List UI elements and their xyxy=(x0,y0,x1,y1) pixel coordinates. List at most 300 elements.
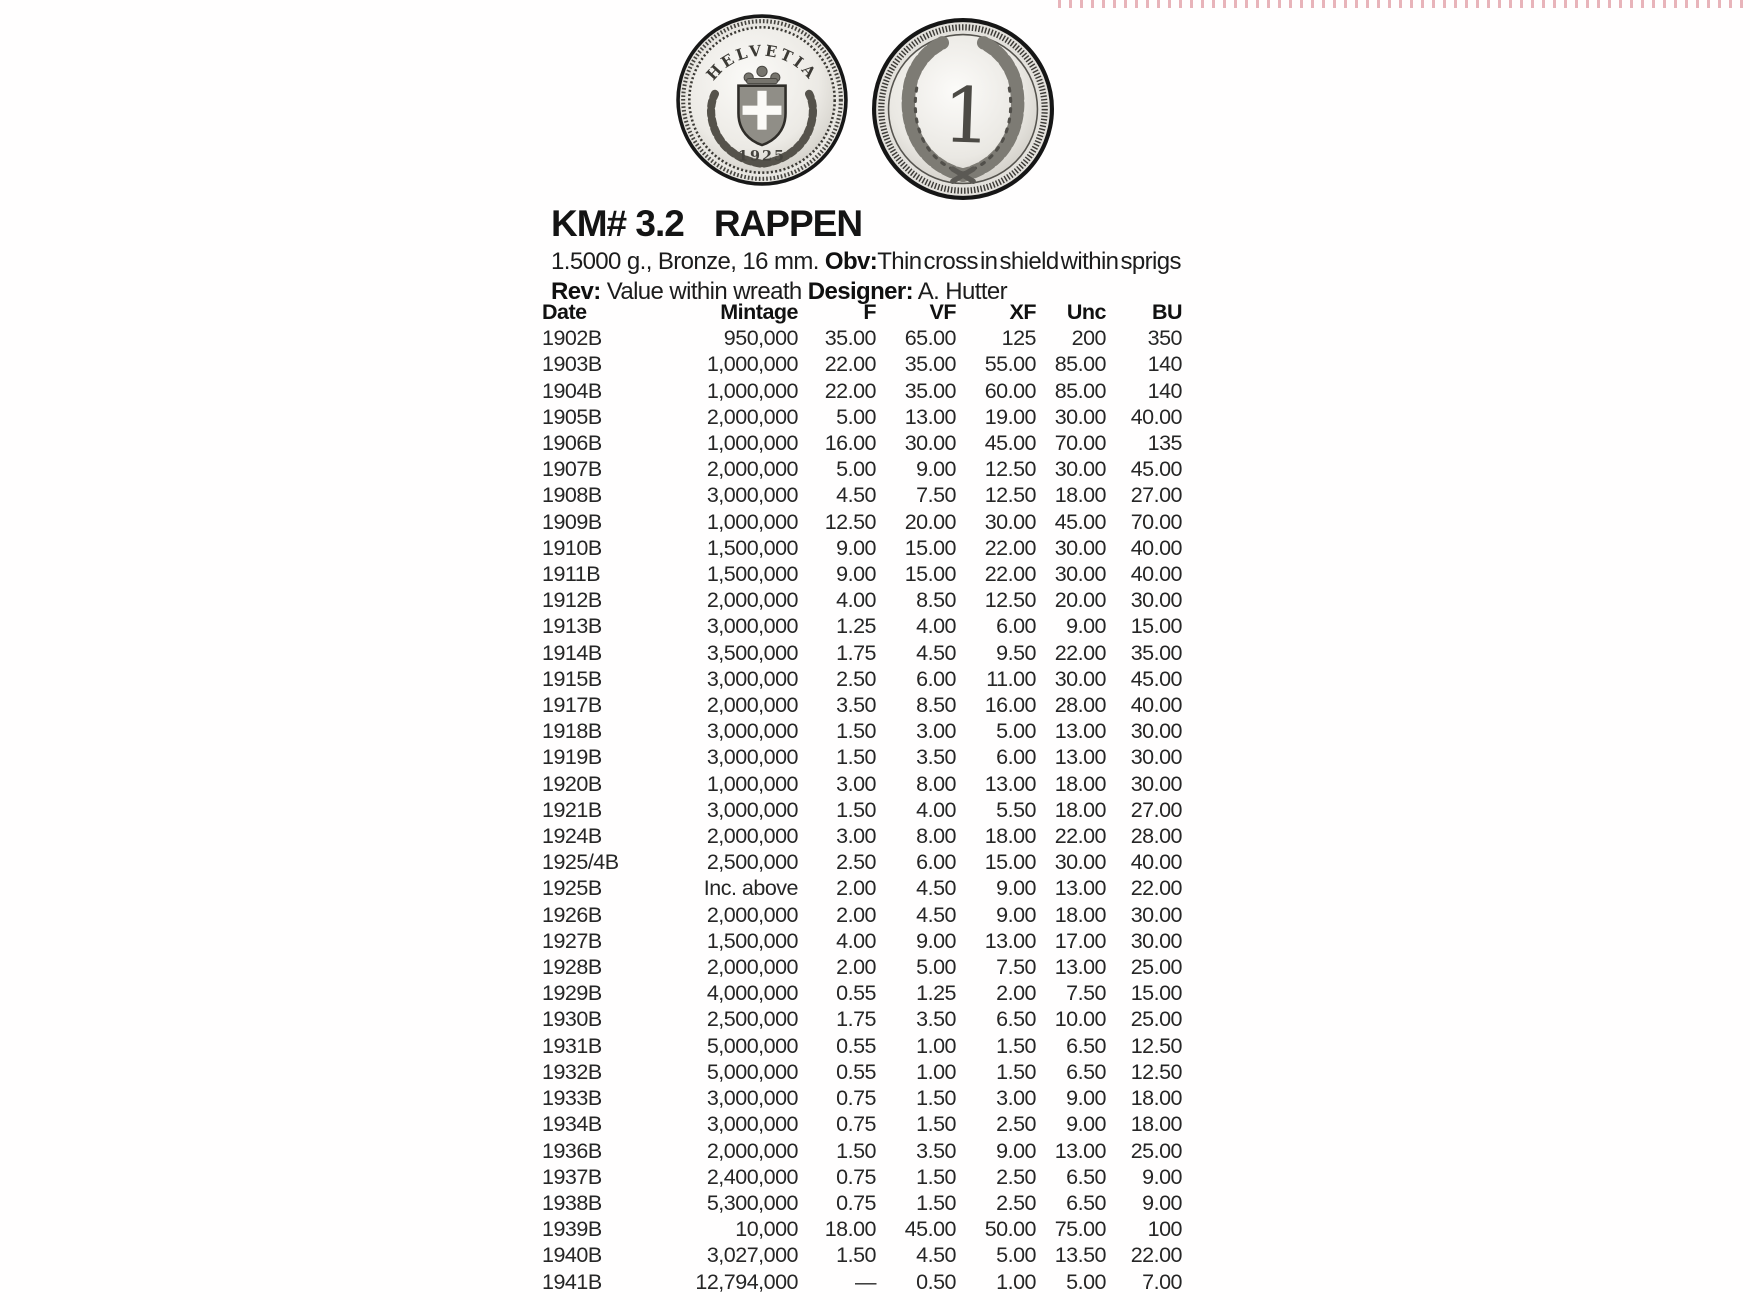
cell-bu: 40.00 xyxy=(1130,850,1182,875)
cell-unc: 75.00 xyxy=(1054,1217,1106,1242)
cell-date: 1933B xyxy=(542,1086,602,1111)
cell-unc: 200 xyxy=(1071,326,1106,351)
cell-bu: 140 xyxy=(1147,352,1182,377)
cell-unc: 6.50 xyxy=(1066,1164,1106,1189)
cell-date: 1902B xyxy=(542,326,602,351)
cell-xf: 2.50 xyxy=(996,1112,1036,1137)
cell-mintage: 5,000,000 xyxy=(706,1059,798,1084)
cell-f: 0.55 xyxy=(836,981,876,1006)
cell-f: 0.75 xyxy=(836,1164,876,1189)
cell-date: 1910B xyxy=(542,535,602,560)
cell-date: 1929B xyxy=(542,981,602,1006)
cell-xf: 12.50 xyxy=(984,457,1036,482)
spec-text: 1.5000 g., Bronze, 16 mm. xyxy=(551,248,819,275)
cell-xf: 1.00 xyxy=(996,1269,1036,1294)
cell-unc: 30.00 xyxy=(1054,850,1106,875)
cell-vf: 6.00 xyxy=(916,666,956,691)
column-header-bu: BU xyxy=(1151,300,1182,324)
reverse-label: Rev: xyxy=(551,278,601,305)
cell-bu: 25.00 xyxy=(1130,1138,1182,1163)
cell-date: 1940B xyxy=(542,1243,602,1268)
cell-mintage: 1,000,000 xyxy=(706,509,798,534)
cell-bu: 40.00 xyxy=(1130,535,1182,560)
cell-bu: 25.00 xyxy=(1130,955,1182,980)
cell-mintage: 3,000,000 xyxy=(706,719,798,744)
cell-f: 1.25 xyxy=(836,614,876,639)
cell-date: 1914B xyxy=(542,640,602,665)
header-row xyxy=(542,299,1182,325)
cell-f: 5.00 xyxy=(836,457,876,482)
table-row xyxy=(542,1138,1182,1164)
coin-reverse-value: 1 xyxy=(941,71,994,162)
cell-bu: 22.00 xyxy=(1130,876,1182,901)
column-header-xf: XF xyxy=(1009,300,1036,324)
description-line-1 xyxy=(551,247,1196,277)
cell-bu: 22.00 xyxy=(1130,1243,1182,1268)
cell-unc: 10.00 xyxy=(1054,1007,1106,1032)
cell-vf: 35.00 xyxy=(904,378,956,403)
table-row xyxy=(542,1190,1182,1216)
cell-mintage: 1,000,000 xyxy=(706,378,798,403)
cell-date: 1917B xyxy=(542,693,602,718)
table-row xyxy=(542,1216,1182,1242)
price-table xyxy=(542,299,1182,1295)
cell-xf: 50.00 xyxy=(984,1217,1036,1242)
cell-xf: 15.00 xyxy=(984,850,1036,875)
cell-vf: 3.00 xyxy=(916,719,956,744)
cell-f: 0.55 xyxy=(836,1059,876,1084)
cell-xf: 60.00 xyxy=(984,378,1036,403)
cell-xf: 6.00 xyxy=(996,745,1036,770)
cell-xf: 22.00 xyxy=(984,562,1036,587)
cell-date: 1932B xyxy=(542,1059,602,1084)
table-row xyxy=(542,823,1182,849)
cell-bu: 7.00 xyxy=(1142,1269,1182,1294)
cell-bu: 350 xyxy=(1147,326,1182,351)
cell-bu: 35.00 xyxy=(1130,640,1182,665)
cell-xf: 1.50 xyxy=(996,1033,1036,1058)
cell-mintage: 2,000,000 xyxy=(706,824,798,849)
table-row xyxy=(542,718,1182,744)
cell-vf: 30.00 xyxy=(904,431,956,456)
table-row xyxy=(542,1242,1182,1268)
cell-mintage: 3,000,000 xyxy=(706,745,798,770)
cell-xf: 16.00 xyxy=(984,693,1036,718)
cell-f: 0.75 xyxy=(836,1112,876,1137)
cell-vf: 4.50 xyxy=(916,876,956,901)
table-row xyxy=(542,1111,1182,1137)
cell-date: 1941B xyxy=(542,1269,602,1294)
cell-xf: 18.00 xyxy=(984,824,1036,849)
table-row xyxy=(542,692,1182,718)
table-row xyxy=(542,875,1182,901)
cell-mintage: 2,000,000 xyxy=(706,902,798,927)
cell-mintage: 2,000,000 xyxy=(706,955,798,980)
cell-vf: 1.50 xyxy=(916,1086,956,1111)
table-row xyxy=(542,928,1182,954)
cell-xf: 11.00 xyxy=(986,666,1036,691)
cell-vf: 15.00 xyxy=(904,562,956,587)
cell-f: 0.55 xyxy=(836,1033,876,1058)
cell-vf: 3.50 xyxy=(916,1007,956,1032)
cell-mintage: 1,000,000 xyxy=(706,431,798,456)
cell-date: 1937B xyxy=(542,1164,602,1189)
cell-xf: 12.50 xyxy=(984,483,1036,508)
cell-xf: 9.00 xyxy=(996,1138,1036,1163)
cell-unc: 30.00 xyxy=(1054,562,1106,587)
cell-f: 3.00 xyxy=(836,824,876,849)
cell-mintage: 2,000,000 xyxy=(706,588,798,613)
cell-xf: 30.00 xyxy=(984,509,1036,534)
cell-bu: 30.00 xyxy=(1130,588,1182,613)
cell-xf: 13.00 xyxy=(984,928,1036,953)
cell-unc: 6.50 xyxy=(1066,1190,1106,1215)
cell-bu: 27.00 xyxy=(1130,483,1182,508)
cell-date: 1908B xyxy=(542,483,602,508)
cell-mintage: 5,300,000 xyxy=(706,1190,798,1215)
cell-vf: 1.25 xyxy=(916,981,956,1006)
cell-mintage: Inc. above xyxy=(703,876,798,901)
cell-f: 2.50 xyxy=(836,666,876,691)
cell-date: 1903B xyxy=(542,352,602,377)
cell-vf: 4.50 xyxy=(916,640,956,665)
cell-mintage: 3,000,000 xyxy=(706,797,798,822)
cell-unc: 9.00 xyxy=(1066,1112,1106,1137)
cell-xf: 6.50 xyxy=(996,1007,1036,1032)
cell-bu: 45.00 xyxy=(1130,666,1182,691)
cell-unc: 17.00 xyxy=(1054,928,1106,953)
cell-unc: 30.00 xyxy=(1054,457,1106,482)
cell-xf: 3.00 xyxy=(996,1086,1036,1111)
column-header-vf: VF xyxy=(929,300,956,324)
cell-unc: 13.50 xyxy=(1054,1243,1106,1268)
table-row xyxy=(542,430,1182,456)
cell-date: 1921B xyxy=(542,797,602,822)
obverse-text: Thin cross in shield within sprigs xyxy=(877,248,1181,275)
cell-unc: 7.50 xyxy=(1066,981,1106,1006)
cell-vf: 0.50 xyxy=(916,1269,956,1294)
table-row xyxy=(542,640,1182,666)
cell-vf: 3.50 xyxy=(916,745,956,770)
cell-f: 1.50 xyxy=(836,1243,876,1268)
table-row xyxy=(542,744,1182,770)
column-header-f: F xyxy=(863,300,876,324)
cell-bu: 30.00 xyxy=(1130,745,1182,770)
cell-vf: 5.00 xyxy=(916,955,956,980)
cell-mintage: 2,500,000 xyxy=(706,850,798,875)
cell-mintage: 3,000,000 xyxy=(706,666,798,691)
cell-f: 1.50 xyxy=(836,719,876,744)
cell-unc: 22.00 xyxy=(1054,824,1106,849)
cell-unc: 9.00 xyxy=(1066,1086,1106,1111)
cell-xf: 9.50 xyxy=(996,640,1036,665)
cell-date: 1925/4B xyxy=(542,850,619,875)
cell-f: 2.00 xyxy=(836,876,876,901)
cell-f: 9.00 xyxy=(836,535,876,560)
cell-date: 1925B xyxy=(542,876,602,901)
cell-date: 1926B xyxy=(542,902,602,927)
cell-bu: 40.00 xyxy=(1130,562,1182,587)
cell-mintage: 2,400,000 xyxy=(706,1164,798,1189)
table-row xyxy=(542,325,1182,351)
cell-xf: 55.00 xyxy=(984,352,1036,377)
cell-xf: 2.00 xyxy=(996,981,1036,1006)
cell-unc: 70.00 xyxy=(1054,431,1106,456)
cell-vf: 35.00 xyxy=(904,352,956,377)
coin-description xyxy=(551,247,1196,307)
table-row xyxy=(542,849,1182,875)
coin-name: RAPPEN xyxy=(713,203,863,244)
cell-vf: 4.50 xyxy=(916,902,956,927)
cell-bu: 27.00 xyxy=(1130,797,1182,822)
page-title xyxy=(551,203,862,245)
cell-f: 1.50 xyxy=(836,1138,876,1163)
table-row xyxy=(542,980,1182,1006)
cell-unc: 30.00 xyxy=(1054,404,1106,429)
cell-unc: 13.00 xyxy=(1054,955,1106,980)
cell-f: 4.00 xyxy=(836,928,876,953)
cell-f: 1.50 xyxy=(836,797,876,822)
cell-bu: 18.00 xyxy=(1130,1112,1182,1137)
cell-bu: 70.00 xyxy=(1130,509,1182,534)
cell-date: 1904B xyxy=(542,378,602,403)
cell-date: 1920B xyxy=(542,771,602,796)
cell-unc: 85.00 xyxy=(1054,378,1106,403)
cell-bu: 135 xyxy=(1147,431,1182,456)
scan-artifact-ticks xyxy=(1058,0,1750,8)
cell-vf: 1.50 xyxy=(916,1112,956,1137)
cell-f: 2.00 xyxy=(836,902,876,927)
cell-unc: 30.00 xyxy=(1054,535,1106,560)
table-row xyxy=(542,587,1182,613)
cell-vf: 8.50 xyxy=(916,588,956,613)
table-row xyxy=(542,378,1182,404)
cell-bu: 30.00 xyxy=(1130,771,1182,796)
cell-bu: 100 xyxy=(1147,1217,1182,1242)
table-row xyxy=(542,535,1182,561)
cell-bu: 30.00 xyxy=(1130,902,1182,927)
cell-xf: 13.00 xyxy=(984,771,1036,796)
cell-vf: 45.00 xyxy=(904,1217,956,1242)
cell-date: 1913B xyxy=(542,614,602,639)
cell-f: 5.00 xyxy=(836,404,876,429)
cell-bu: 40.00 xyxy=(1130,693,1182,718)
cell-unc: 18.00 xyxy=(1054,483,1106,508)
reverse-text: Value within wreath xyxy=(606,278,802,305)
cell-vf: 13.00 xyxy=(904,404,956,429)
cell-mintage: 2,000,000 xyxy=(706,457,798,482)
cell-mintage: 12,794,000 xyxy=(695,1269,798,1294)
cell-xf: 22.00 xyxy=(984,535,1036,560)
cell-vf: 6.00 xyxy=(916,850,956,875)
cell-date: 1906B xyxy=(542,431,602,456)
cell-unc: 22.00 xyxy=(1054,640,1106,665)
coin-obverse-image xyxy=(676,14,848,186)
cell-unc: 28.00 xyxy=(1054,693,1106,718)
cell-unc: 13.00 xyxy=(1054,745,1106,770)
table-row xyxy=(542,404,1182,430)
cell-mintage: 2,000,000 xyxy=(706,1138,798,1163)
table-row xyxy=(542,771,1182,797)
cell-mintage: 2,000,000 xyxy=(706,693,798,718)
cell-date: 1915B xyxy=(542,666,602,691)
cell-bu: 40.00 xyxy=(1130,404,1182,429)
cell-date: 1927B xyxy=(542,928,602,953)
cell-f: 35.00 xyxy=(824,326,876,351)
designer-text: A. Hutter xyxy=(917,278,1008,305)
table-row xyxy=(542,797,1182,823)
cell-f: 3.00 xyxy=(836,771,876,796)
cell-f: 0.75 xyxy=(836,1086,876,1111)
cell-f: 16.00 xyxy=(824,431,876,456)
cell-f: 1.75 xyxy=(836,1007,876,1032)
cell-xf: 5.50 xyxy=(996,797,1036,822)
cell-unc: 45.00 xyxy=(1054,509,1106,534)
cell-date: 1912B xyxy=(542,588,602,613)
cell-vf: 4.00 xyxy=(916,614,956,639)
cell-f: 2.00 xyxy=(836,955,876,980)
cell-unc: 13.00 xyxy=(1054,876,1106,901)
cell-date: 1930B xyxy=(542,1007,602,1032)
column-header-unc: Unc xyxy=(1066,300,1106,324)
coin-reverse-image xyxy=(872,18,1054,200)
cell-bu: 30.00 xyxy=(1130,928,1182,953)
price-table-header xyxy=(542,299,1182,325)
cell-mintage: 10,000 xyxy=(735,1217,798,1242)
cell-unc: 30.00 xyxy=(1054,666,1106,691)
column-header-mintage: Mintage xyxy=(720,300,798,324)
cell-xf: 125 xyxy=(1001,326,1036,351)
cell-xf: 5.00 xyxy=(996,1243,1036,1268)
cell-mintage: 3,000,000 xyxy=(706,1086,798,1111)
cell-f: 3.50 xyxy=(836,693,876,718)
table-row xyxy=(542,954,1182,980)
cell-bu: 18.00 xyxy=(1130,1086,1182,1111)
cell-mintage: 3,000,000 xyxy=(706,614,798,639)
cell-unc: 13.00 xyxy=(1054,1138,1106,1163)
cell-mintage: 1,500,000 xyxy=(706,535,798,560)
cell-date: 1919B xyxy=(542,745,602,770)
cell-unc: 5.00 xyxy=(1066,1269,1106,1294)
cell-xf: 2.50 xyxy=(996,1164,1036,1189)
cell-unc: 6.50 xyxy=(1066,1059,1106,1084)
cell-unc: 18.00 xyxy=(1054,797,1106,822)
cell-date: 1909B xyxy=(542,509,602,534)
cell-vf: 8.00 xyxy=(916,824,956,849)
cell-mintage: 1,000,000 xyxy=(706,352,798,377)
cell-f: 4.50 xyxy=(836,483,876,508)
cell-bu: 9.00 xyxy=(1142,1190,1182,1215)
cell-mintage: 3,500,000 xyxy=(706,640,798,665)
cell-f: — xyxy=(855,1269,876,1294)
cell-vf: 9.00 xyxy=(916,928,956,953)
cell-unc: 6.50 xyxy=(1066,1033,1106,1058)
cell-unc: 13.00 xyxy=(1054,719,1106,744)
cell-f: 1.75 xyxy=(836,640,876,665)
column-header-date: Date xyxy=(542,300,587,324)
cell-mintage: 4,000,000 xyxy=(706,981,798,1006)
cell-xf: 2.50 xyxy=(996,1190,1036,1215)
cell-date: 1939B xyxy=(542,1217,602,1242)
cell-date: 1911B xyxy=(542,562,601,587)
cell-bu: 15.00 xyxy=(1130,981,1182,1006)
cell-bu: 30.00 xyxy=(1130,719,1182,744)
cell-mintage: 2,000,000 xyxy=(706,404,798,429)
cell-mintage: 3,027,000 xyxy=(706,1243,798,1268)
table-row xyxy=(542,666,1182,692)
cell-vf: 1.50 xyxy=(916,1164,956,1189)
cell-unc: 20.00 xyxy=(1054,588,1106,613)
table-row xyxy=(542,1164,1182,1190)
cell-f: 22.00 xyxy=(824,378,876,403)
cell-vf: 8.00 xyxy=(916,771,956,796)
cell-mintage: 2,500,000 xyxy=(706,1007,798,1032)
cell-date: 1934B xyxy=(542,1112,602,1137)
cell-vf: 8.50 xyxy=(916,693,956,718)
cell-vf: 65.00 xyxy=(904,326,956,351)
cell-date: 1924B xyxy=(542,824,602,849)
cell-f: 1.50 xyxy=(836,745,876,770)
table-row xyxy=(542,613,1182,639)
table-row xyxy=(542,1006,1182,1032)
cell-f: 0.75 xyxy=(836,1190,876,1215)
cell-f: 2.50 xyxy=(836,850,876,875)
cell-mintage: 3,000,000 xyxy=(706,1112,798,1137)
price-table-body xyxy=(542,325,1182,1295)
cell-date: 1931B xyxy=(542,1033,602,1058)
table-row xyxy=(542,1059,1182,1085)
cell-vf: 1.00 xyxy=(916,1059,956,1084)
cell-f: 18.00 xyxy=(824,1217,876,1242)
cell-unc: 18.00 xyxy=(1054,902,1106,927)
cell-xf: 45.00 xyxy=(984,431,1036,456)
cell-vf: 20.00 xyxy=(904,509,956,534)
cell-date: 1928B xyxy=(542,955,602,980)
cell-date: 1938B xyxy=(542,1190,602,1215)
cell-date: 1918B xyxy=(542,719,602,744)
cell-date: 1936B xyxy=(542,1138,602,1163)
cell-bu: 45.00 xyxy=(1130,457,1182,482)
cell-f: 9.00 xyxy=(836,562,876,587)
cell-bu: 25.00 xyxy=(1130,1007,1182,1032)
cell-unc: 85.00 xyxy=(1054,352,1106,377)
cell-xf: 5.00 xyxy=(996,719,1036,744)
cell-unc: 9.00 xyxy=(1066,614,1106,639)
cell-vf: 4.00 xyxy=(916,797,956,822)
cell-date: 1907B xyxy=(542,457,602,482)
table-row xyxy=(542,1269,1182,1295)
cell-vf: 7.50 xyxy=(916,483,956,508)
km-number: KM# 3.2 xyxy=(551,203,684,244)
cell-xf: 1.50 xyxy=(996,1059,1036,1084)
table-row xyxy=(542,509,1182,535)
cell-f: 22.00 xyxy=(824,352,876,377)
cell-vf: 1.50 xyxy=(916,1190,956,1215)
table-row xyxy=(542,456,1182,482)
cell-mintage: 5,000,000 xyxy=(706,1033,798,1058)
cell-xf: 7.50 xyxy=(996,955,1036,980)
cell-bu: 15.00 xyxy=(1130,614,1182,639)
cell-xf: 12.50 xyxy=(984,588,1036,613)
table-row xyxy=(542,482,1182,508)
cell-unc: 18.00 xyxy=(1054,771,1106,796)
cell-bu: 12.50 xyxy=(1130,1033,1182,1058)
cell-vf: 9.00 xyxy=(916,457,956,482)
cell-vf: 1.00 xyxy=(916,1033,956,1058)
designer-label: Designer: xyxy=(807,278,914,305)
cell-f: 4.00 xyxy=(836,588,876,613)
table-row xyxy=(542,1033,1182,1059)
